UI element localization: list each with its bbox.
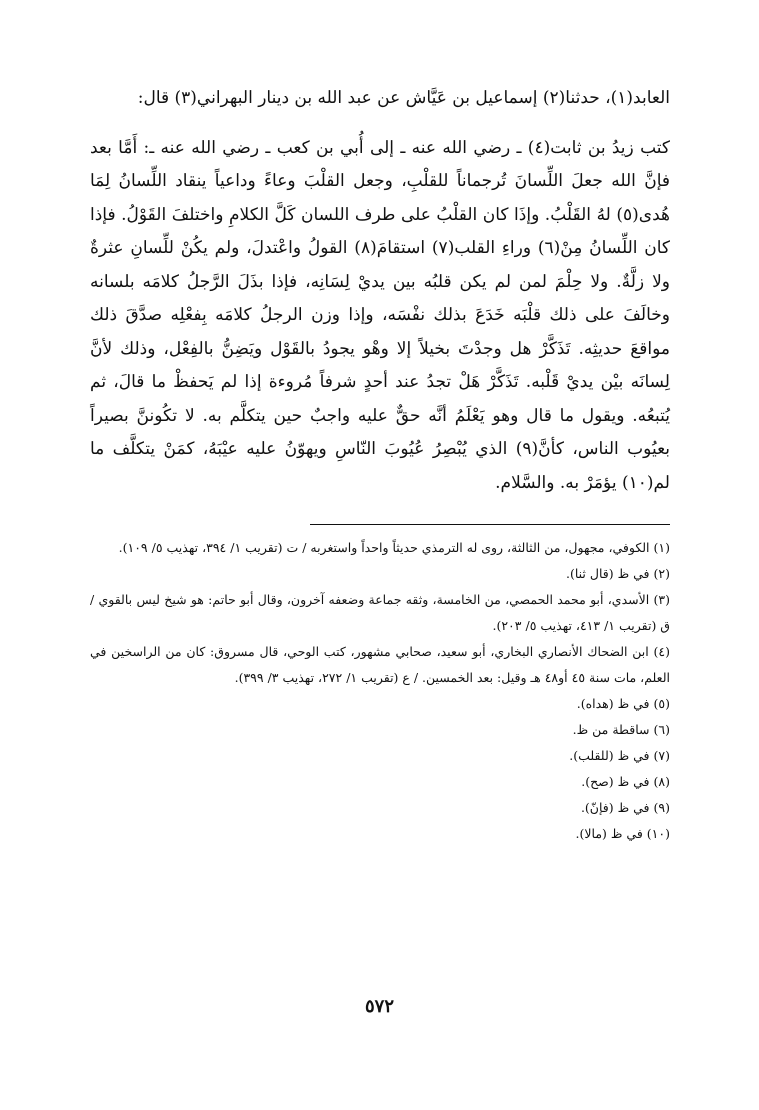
footnote-3: (٣) الأسدي، أبو محمد الحمصي، من الخامسة، وثقه جماعة وضعفه آخرون، وقال أبو حاتم: هو شيخ ليس بالقوي / ق (تقريب ١/ ٤١٣، تهذيب ٥/ ٢٠٣). (90, 592, 670, 633)
footnote-divider (310, 524, 670, 525)
footnote-7: (٧) في ظ (للقلب). (569, 748, 670, 763)
footnote-10: (١٠) في ظ (مالا). (575, 826, 670, 841)
main-text (90, 82, 670, 500)
footnote-2: (٢) في ظ (قال ثنا). (566, 566, 670, 581)
footnote-1: (١) الكوفي، مجهول، من الثالثة، روى له الترمذي حديثاً واحداً واستغربه / ت (تقريب ١/ ٣٩٤، تهذيب ٥/ ١٠٩). (118, 540, 670, 555)
page-content (90, 82, 670, 847)
footnote-4: (٤) ابن الضحاك الأنصاري البخاري، أبو سعيد، صحابي مشهور، كتب الوحي، قال مسروق: كان من الراسخين في العلم، مات سنة ٤٥ أو٤٨ هـ وقيل: بعد الخمسين. / ع (تقريب ١/ ٢٧٢، تهذيب ٣/ ٣٩٩). (90, 644, 670, 685)
intro-paragraph: العابد(١)، حدثنا(٢) إسماعيل بن عَيَّاش عن عبد الله بن دينار البهراني(٣) قال: (137, 88, 670, 108)
footnote-5: (٥) في ظ (هداه). (576, 696, 670, 711)
letter-paragraph: كتب زيدُ بن ثابت(٤) ـ رضي الله عنه ـ إلى أُبي بن كعب ـ رضي الله عنه ـ: أَمَّا بعد فإنَّ الله جعلَ اللِّسانَ تُرجماناً للقلْبِ، وجعل القلْبَ وعاءً وداعياً ينقاد اللِّسانُ لِمَا هُدى(٥) لهُ القَلْبُ. وإذَا كان القلْبُ على طرف اللسان كَلَّ الكلامِ واختلفَ القَوْلُ. فإذا كان اللِّسانُ مِنْ(٦) وراءِ القلب(٧) استقامَ(٨) القولُ واعْتدلَ، ولم يكُنْ للِّسانِ عثرةٌ ولا زلَّةٌ. ولا حِلْمَ لمن لم يكن قلبُه بين يديْ لِسَانِه، فإذا بذَلَ الرَّجلُ كلامَه بلسانه وخالَفَ على ذلك قلْبَه خَدَعَ بذلك نفْسَه، وإذا وزن الرجلُ كلامَه بِفعْلِه صدَّقَ ذلك مواقعَ حديثِه. تَذَكَّرْ هل وجدْتَ بخيلاً إلا وهْو يجودُ بالقَوْل ويَضِنُّ بالفِعْل، وذلك لأنَّ لِسانَه بيْن يديْ قَلْبه. تَذَكَّرْ هَلْ تجدُ عند أحدٍ شرفاً مُروءة إذا لم يَحفظْ ما قالَ، ثم يُتبعُه. ويقول ما قال وهو يَعْلَمُ أنَّه حقٌّ عليه واجبٌ حين يتكلَّم به. لا تكُوننَّ بصيراً بعيُوب الناس، كأنَّ(٩) الذي يُبْصِرُ عُيُوبَ النّاسِ ويهوّنُ عليه عيْبَهُ، كمَنْ يتكلَّف ما لم(١٠) يؤمَرْ به. والسَّلام. (90, 137, 671, 493)
footnote-6: (٦) ساقطة من ظ. (572, 722, 670, 737)
page-number: ٥٧٢ (364, 996, 394, 1017)
footnotes (90, 535, 670, 847)
footnote-9: (٩) في ظ (فإنّ). (580, 800, 670, 815)
footnote-8: (٨) في ظ (صح). (581, 774, 670, 789)
